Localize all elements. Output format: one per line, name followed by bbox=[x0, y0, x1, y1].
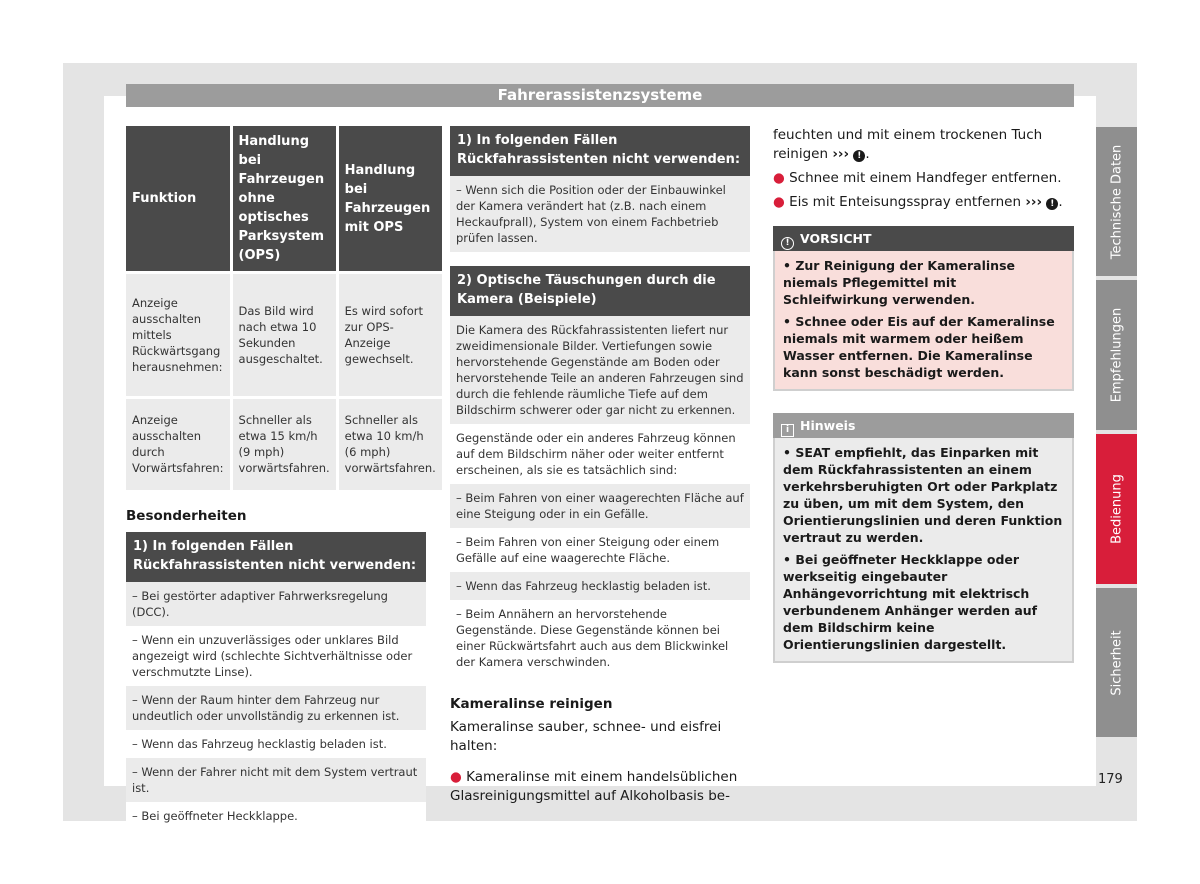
table-cell: Schneller als etwa 15 km/h (9 mph) vorwärtsfahren. bbox=[231, 398, 337, 490]
warning-circle-icon: ! bbox=[853, 150, 865, 162]
list-item: – Wenn das Fahrzeug hecklastig beladen ist. bbox=[450, 572, 750, 600]
section-heading: Besonderheiten bbox=[126, 507, 247, 524]
tab-bedienung[interactable] bbox=[1096, 434, 1137, 584]
table-cell: Anzeige ausschalten mittels Rückwärtsgang herausnehmen: bbox=[126, 273, 231, 398]
body-paragraph: feuchten und mit einem trockenen Tuch reinigen ››› ! . bbox=[773, 127, 1043, 162]
list-item: Gegenstände oder ein anderes Fahrzeug können auf dem Bildschirm näher oder weiter entfernt erscheinen, als sie es tatsächlich sind: bbox=[450, 424, 750, 484]
bullet-item: ● Eis mit Enteisungsspray entfernen ››› ! . bbox=[773, 194, 1063, 210]
bullet-text: Kameralinse mit einem handelsüblichen Glasreinigungsmittel auf Alkoholbasis be- bbox=[450, 769, 738, 804]
tab-sicherheit[interactable] bbox=[1096, 588, 1137, 737]
section-heading: Kameralinse reinigen bbox=[450, 696, 613, 712]
list-item: – Bei geöffneter Heckklappe. bbox=[126, 802, 426, 830]
bullet-icon: ● bbox=[773, 170, 785, 186]
warning-box-title: 1) In folgenden Fällen Rückfahrassistenten nicht verwenden: bbox=[126, 532, 426, 582]
caution-item: • Schnee oder Eis auf der Kameralinse niemals mit warmem oder heißem Wasser entfernen. Die Kameralinse kann sonst beschädigt werden. bbox=[783, 314, 1055, 380]
tab-label: Empfehlungen bbox=[1109, 307, 1124, 403]
bullet-item bbox=[450, 768, 750, 806]
info-icon: i bbox=[781, 424, 794, 437]
tab-technische-daten[interactable] bbox=[1096, 127, 1137, 276]
column-left bbox=[126, 126, 436, 830]
bullet-text: Eis mit Enteisungsspray entfernen bbox=[789, 194, 1022, 210]
column-right bbox=[773, 126, 1074, 663]
bullet-icon: ● bbox=[773, 194, 785, 210]
note-body bbox=[773, 438, 1074, 663]
list-item: – Wenn sich die Position oder der Einbauwinkel der Kamera verändert hat (z.B. nach einem Heckaufprall), System von einem Fachbetrieb prüfen lassen. bbox=[450, 176, 750, 252]
list-item: – Wenn der Fahrer nicht mit dem System vertraut ist. bbox=[126, 758, 426, 802]
bullet-icon: ● bbox=[450, 769, 462, 785]
list-item: – Beim Fahren von einer waagerechten Fläche auf eine Steigung oder in ein Gefälle. bbox=[450, 484, 750, 528]
table-cell: Es wird sofort zur OPS-Anzeige gewechselt. bbox=[337, 273, 442, 398]
page-title: Fahrerassistenzsysteme bbox=[126, 84, 1074, 107]
warning-circle-icon: ! bbox=[1046, 198, 1058, 210]
caution-title: VORSICHT bbox=[800, 231, 872, 246]
note-item: • Bei geöffneter Heckklappe oder werkseitig eingebauter Anhängevorrichtung mit elektrisch verbundenem Anhänger werden auf dem Bildschirm keine Orientierungslinien dargestellt. bbox=[783, 552, 1038, 652]
list-item: – Wenn der Raum hinter dem Fahrzeug nur undeutlich oder unvollständig zu erkennen ist. bbox=[126, 686, 426, 730]
list-item: – Bei gestörter adaptiver Fahrwerksregelung (DCC). bbox=[126, 582, 426, 626]
tab-label: Technische Daten bbox=[1109, 144, 1124, 259]
table-cell: Anzeige ausschalten durch Vorwärtsfahren: bbox=[126, 398, 231, 490]
table-row bbox=[126, 398, 442, 490]
tab-label: Sicherheit bbox=[1109, 629, 1124, 696]
caution-icon: ! bbox=[781, 237, 794, 250]
table-cell: Das Bild wird nach etwa 10 Sekunden ausgeschaltet. bbox=[231, 273, 337, 398]
note-item: • SEAT empfiehlt, das Einparken mit dem Rückfahrassistenten an einem verkehrsberuhigten Ort oder Parkplatz zu üben, um mit dem System, den Orientierungslinien und deren Funktion vertraut zu werden. bbox=[783, 445, 1063, 545]
caution-body bbox=[773, 251, 1074, 391]
tab-label: Bedienung bbox=[1109, 474, 1124, 544]
body-paragraph: Kameralinse sauber, schnee- und eisfrei halten: bbox=[450, 719, 722, 754]
bullet-text: Schnee mit einem Handfeger entfernen. bbox=[789, 170, 1062, 186]
caution-box bbox=[773, 226, 1074, 391]
note-title: Hinweis bbox=[800, 418, 856, 433]
list-item: – Beim Fahren von einer Steigung oder einem Gefälle auf eine waagerechte Fläche. bbox=[450, 528, 750, 572]
list-item: – Beim Annähern an hervorstehende Gegenstände. Diese Gegenstände können bei einer Rückwärtsfahrt auch aus dem Blickwinkel der Kamera verschwinden. bbox=[450, 600, 750, 676]
caution-header bbox=[773, 226, 1074, 251]
list-item: Die Kamera des Rückfahrassistenten liefert nur zweidimensionale Bilder. Vertiefungen sowie hervorstehende Gegenstände am Boden oder hervorstehende Teile an anderen Fahrzeugen sind durch die fehlende räumliche Tiefe auf dem Bildschirm schwerer oder gar nicht zu erkennen. bbox=[450, 316, 750, 424]
list-item: – Wenn ein unzuverlässiges oder unklares Bild angezeigt wird (schlechte Sichtverhältnisse oder verschmutzte Linse). bbox=[126, 626, 426, 686]
continue-arrows-icon: ››› bbox=[1025, 194, 1043, 210]
note-box bbox=[773, 413, 1074, 663]
table-cell: Schneller als etwa 10 km/h (6 mph) vorwärtsfahren. bbox=[337, 398, 442, 490]
continue-arrows-icon: ››› bbox=[832, 146, 850, 162]
tab-empfehlungen[interactable] bbox=[1096, 280, 1137, 430]
list-item: – Wenn das Fahrzeug hecklastig beladen ist. bbox=[126, 730, 426, 758]
note-header bbox=[773, 413, 1074, 438]
function-table bbox=[126, 126, 442, 490]
table-header-cell: Handlung bei Fahrzeugen mit OPS bbox=[337, 126, 442, 273]
table-header-cell: Handlung bei Fahrzeugen ohne optisches Parksystem (OPS) bbox=[231, 126, 337, 273]
continued-text: feuchten und mit einem trockenen Tuch reinigen bbox=[773, 127, 1043, 162]
table-header-row bbox=[126, 126, 442, 273]
column-middle bbox=[450, 126, 750, 806]
warning-box-title: 1) In folgenden Fällen Rückfahrassistenten nicht verwenden: bbox=[450, 126, 750, 176]
table-row bbox=[126, 273, 442, 398]
warning-box-title: 2) Optische Täuschungen durch die Kamera (Beispiele) bbox=[450, 266, 750, 316]
caution-item: • Zur Reinigung der Kameralinse niemals Pflegemittel mit Schleifwirkung verwenden. bbox=[783, 258, 1015, 307]
bullet-item bbox=[773, 169, 1074, 188]
table-header-cell: Funktion bbox=[126, 126, 231, 273]
page-number: 179 bbox=[1098, 772, 1123, 787]
